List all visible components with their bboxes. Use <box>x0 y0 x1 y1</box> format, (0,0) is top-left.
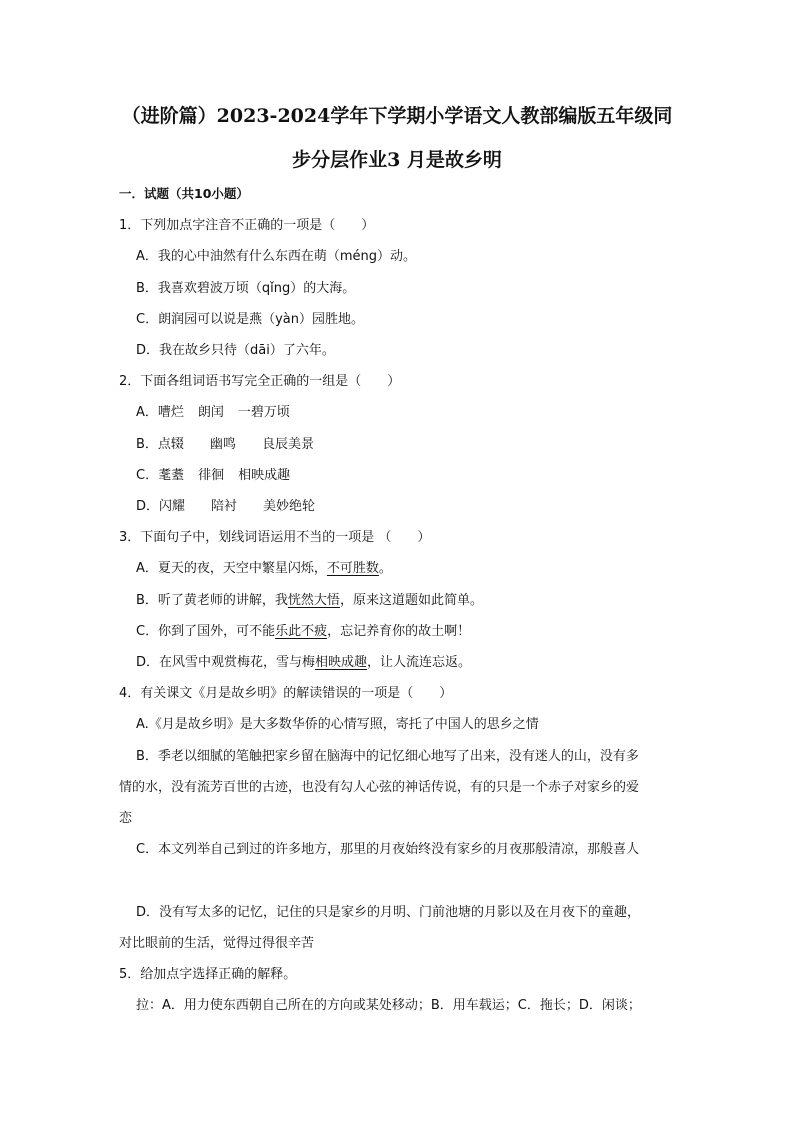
q3-d-underlined: 相映成趣 <box>315 655 368 670</box>
q2-option-c <box>136 467 684 485</box>
q1-stem: 1．下列加点字注音不正确的一项是（ ） <box>119 218 375 233</box>
q2-option-d <box>136 498 684 516</box>
q3-b-text-2: ，原来这道题如此简单。 <box>339 593 483 608</box>
q3-d-text-2: ，让人流连忘返。 <box>367 655 472 670</box>
q3-option-a <box>136 560 684 578</box>
q1-option-c: C．朗润园可以说是燕（yàn）园胜地。 <box>136 312 364 327</box>
q3-a-underlined: 不可胜数 <box>326 561 379 576</box>
q2-stem: 2．下面各组词语书写完全正确的一组是（ ） <box>119 374 401 389</box>
q2-a-word-2: 朗闰 <box>197 405 224 420</box>
q4-option-b-line-1: B．季老以细腻的笔触把家乡留在脑海中的记忆细心地写了出来，没有迷人的山，没有多 <box>136 749 639 764</box>
q3-option-d <box>136 654 684 672</box>
q2-d-word-1: D．闪耀 <box>136 499 186 514</box>
q5-definition-line: 拉：A．用力使东西朝自己所在的方向或某处移动；B．用车载运；C．拖长；D．闲谈； <box>136 998 641 1013</box>
q2-b-word-3: 良辰美景 <box>261 437 314 452</box>
q5-stem: 5．给加点字选择正确的解释。 <box>119 967 297 982</box>
q2-c-word-1: C．耄耋 <box>136 468 185 483</box>
q3-option-b <box>136 592 684 610</box>
q4-option-b-line-3: 恋 <box>119 811 133 826</box>
q4-option-a: A.《月是故乡明》是大多数华侨的心情写照，寄托了中国人的思乡之情 <box>136 717 539 732</box>
q4-option-b-line-2: 情的水，没有流芳百世的古迹，也没有勾人心弦的神话传说，有的只是一个赤子对家乡的爱 <box>119 780 640 795</box>
q2-c-word-3: 相映成趣 <box>238 468 291 483</box>
q1-option-b: B．我喜欢碧波万顷（qǐng）的大海。 <box>136 281 356 296</box>
q3-stem: 3．下面句子中，划线词语运用不当的一项是 （ ） <box>119 530 431 545</box>
q3-c-underlined: 乐此不疲 <box>275 624 328 639</box>
q3-c-text-2: ，忘记养育你的故土啊！ <box>327 624 471 639</box>
q2-option-a <box>136 404 684 422</box>
q3-option-c <box>136 623 684 641</box>
q2-a-word-3: 一碧万顷 <box>237 405 290 420</box>
q2-a-word-1: A．嘈烂 <box>136 405 184 420</box>
q2-b-word-2: 幽鸣 <box>209 437 236 452</box>
q1-option-d: D．我在故乡只待（dāi）了六年。 <box>136 343 335 358</box>
q2-c-word-2: 徘徊 <box>198 468 225 483</box>
q4-option-d-line-1: D．没有写太多的记忆，记住的只是家乡的月明、门前池塘的月影以及在月夜下的童趣， <box>136 905 641 920</box>
q3-b-text-1: B．听了黄老师的讲解，我 <box>136 593 288 608</box>
q2-d-word-2: 陪衬 <box>211 499 238 514</box>
q4-option-c-line-1: C．本文列举自己到过的许多地方，那里的月夜始终没有家乡的月夜那般清凉，那般喜人 <box>136 842 640 857</box>
q1-option-a: A．我的心中油然有什么东西在萌（méng）动。 <box>136 249 417 264</box>
q2-b-word-1: B．点辍 <box>136 437 184 452</box>
q4-stem: 4．有关课文《月是故乡明》的解读错误的一项是（ ） <box>119 686 453 701</box>
q4-option-d-line-2: 对比眼前的生活，觉得过得很辛苦 <box>119 936 315 951</box>
q2-d-word-3: 美妙绝轮 <box>263 499 316 514</box>
q3-c-text-1: C．你到了国外，可不能 <box>136 624 276 639</box>
section-heading: 一．试题（共10小题） <box>119 186 249 201</box>
q2-option-b <box>136 436 684 454</box>
document-title-line-1: （进阶篇）2023-2024学年下学期小学语文人教部编版五年级同 <box>121 105 673 127</box>
q3-a-text-2: 。 <box>378 561 392 576</box>
q3-d-text-1: D．在风雪中观赏梅花，雪与梅 <box>136 655 316 670</box>
document-title-line-2: 步分层作业3 月是故乡明 <box>292 149 502 171</box>
q3-b-underlined: 恍然大悟 <box>287 593 340 608</box>
q3-a-text-1: A．夏天的夜，天空中繁星闪烁， <box>136 561 327 576</box>
